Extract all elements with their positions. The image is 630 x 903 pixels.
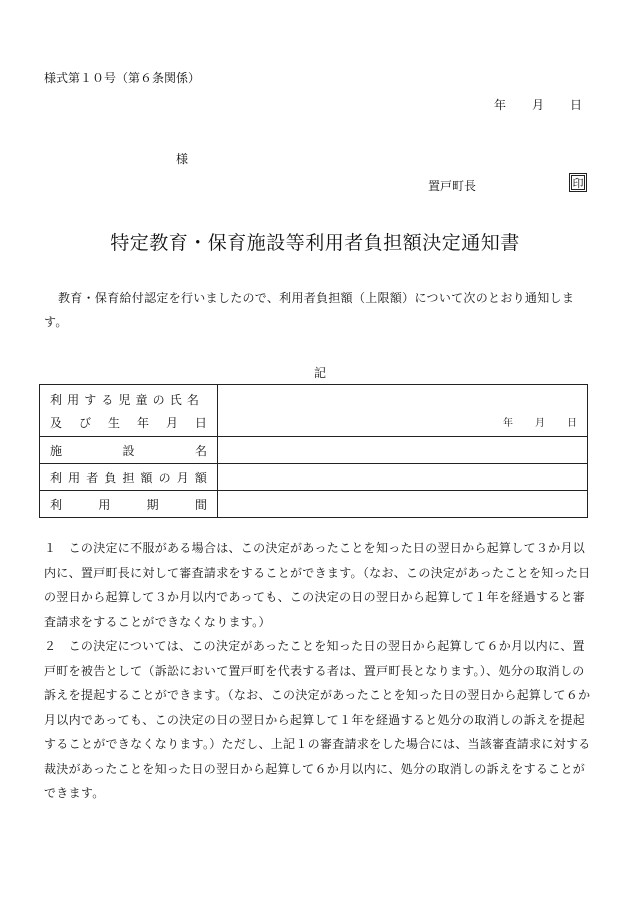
date-year-label: 年 [494,98,507,112]
label-char: 額 [140,470,153,485]
label-char: 用 [98,497,111,512]
label-char: 担 [122,470,135,485]
label-char: 用 [67,392,80,407]
label-char: 氏 [169,392,182,407]
label-char: 間 [194,497,207,512]
label-char: 負 [104,470,117,485]
label-char: び [78,415,91,430]
label-char: 名 [186,392,199,407]
label-char: 生 [107,415,120,430]
note-2: ２ この決定については、この決定があったことを知った日の翌日から起算して６か月以内に、置戸町を被告として（訴訟において置戸町を代表する者は、置戸町長となります。）、処分の取消しの訴えを提起することができます。（なお、この決定があったことを知った日の翌日から起算して６か月以内であっても、この決定の日の翌日から起算して１年を経過すると処分の取消しの訴えを提起することができなくなります。）ただし、上記１の審査請求をした場合には、当該審査請求に対する裁決があったことを知った日の翌日から起算して６か月以内に、処分の取消しの訴えをすることができます。 [44,639,591,800]
label-char: 月 [165,415,178,430]
monthly-fee-label [40,464,218,491]
document-title: 特定教育・保育施設等利用者負担額決定通知書 [110,232,520,254]
table-row-monthly-fee [40,464,588,491]
label-char: 児 [118,392,131,407]
ki-heading: 記 [314,366,327,380]
facility-name-value[interactable] [218,437,588,464]
monthly-fee-value[interactable] [218,464,588,491]
label-char: 施 [50,443,63,458]
label-char: 及 [50,415,63,430]
date-month-label: 月 [532,98,545,112]
addressee-suffix: 様 [176,152,189,166]
seal-stamp: 印 [572,177,584,190]
issuer-name: 置戸町長 [428,179,477,193]
child-name-dob-label [40,385,218,437]
info-table [39,384,588,518]
label-char: 年 [136,415,149,430]
dob-day-label: 日 [567,418,577,429]
label-char: の [158,470,171,485]
label-char: す [84,392,97,407]
label-char: 者 [86,470,99,485]
table-row-facility [40,437,588,464]
notes-section [44,536,592,806]
dob-year-label: 年 [503,418,513,429]
label-char: 設 [122,443,135,458]
date-header [494,96,582,113]
form-number: 様式第１０号（第６条関係） [44,71,201,85]
label-char: 日 [194,415,207,430]
child-name-dob-value[interactable] [218,385,588,437]
facility-name-label [40,437,218,464]
note-1: １ この決定に不服がある場合は、この決定があったことを知った日の翌日から起算して３か月以内に、置戸町長に対して審査請求をすることができます。（なお、この決定があったことを知った日の翌日から起算して３か月以内であっても、この決定の日の翌日から起算して１年を経過すると審査請求をすることができなくなります。） [44,541,591,629]
label-char: 期 [146,497,159,512]
label-char: 利 [50,497,63,512]
table-row-period [40,491,588,518]
usage-period-label [40,491,218,518]
label-char: 月 [176,470,189,485]
date-day-label: 日 [570,98,583,112]
label-char: る [101,392,114,407]
intro-paragraph: 教育・保育給付認定を行いましたので、利用者負担額（上限額）について次のとおり通知します。 [44,291,575,329]
label-char: 童 [135,392,148,407]
label-char: 利 [50,470,63,485]
table-row-child [40,385,588,437]
label-char: 額 [194,470,207,485]
label-char: の [152,392,165,407]
label-char: 用 [68,470,81,485]
dob-month-label: 月 [535,418,545,429]
label-char: 名 [194,443,207,458]
label-char: 利 [50,392,63,407]
usage-period-value[interactable] [218,491,588,518]
